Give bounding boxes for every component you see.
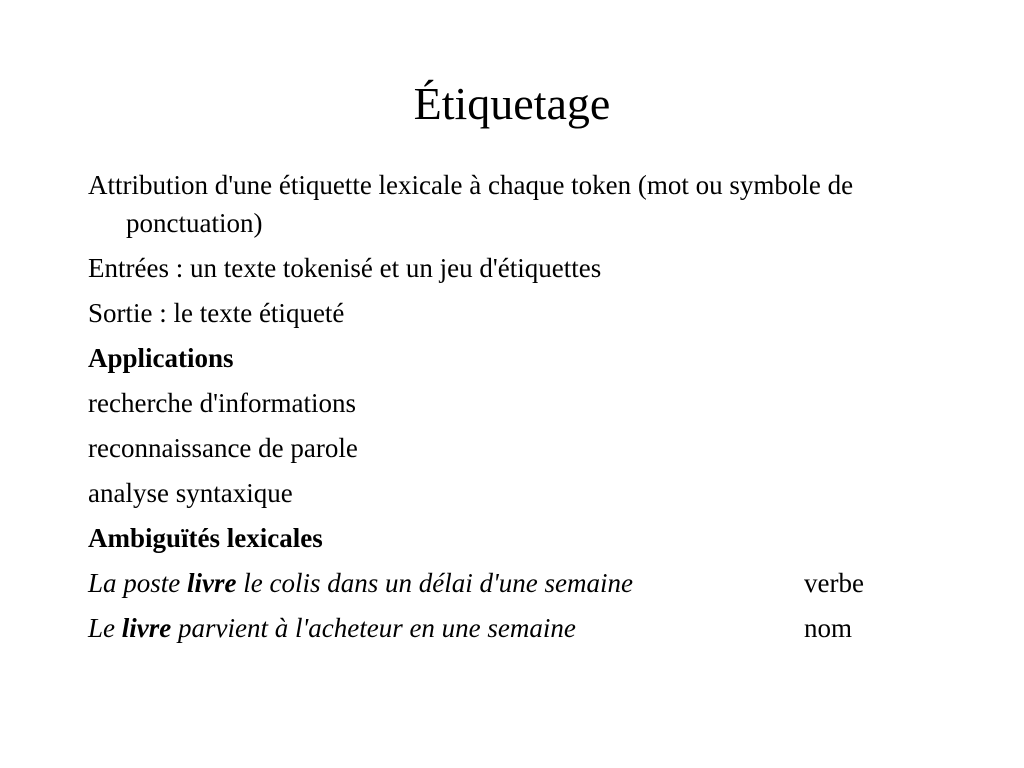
example-sentence — [88, 568, 633, 598]
example-row-verbe — [88, 564, 968, 602]
example-row-nom — [88, 609, 968, 647]
example-after: parvient à l'acheteur en une semaine — [171, 613, 576, 643]
ambiguites-heading: Ambiguïtés lexicales — [88, 523, 323, 553]
applications-heading: Applications — [88, 343, 234, 373]
example-keyword: livre — [121, 613, 172, 643]
example-label: nom — [804, 613, 853, 643]
example-before: La poste — [88, 568, 188, 598]
example-sentence — [88, 613, 576, 643]
slide-body — [88, 166, 968, 654]
example-keyword: livre — [187, 568, 237, 598]
example-label: verbe — [804, 568, 864, 598]
application-item: analyse syntaxique — [88, 478, 293, 508]
application-item: reconnaissance de parole — [88, 433, 358, 463]
sortie-line: Sortie : le texte étiqueté — [88, 298, 345, 328]
example-after: le colis dans un délai d'une semaine — [236, 568, 633, 598]
example-before: Le — [88, 613, 122, 643]
slide-title: Étiquetage — [413, 78, 611, 129]
application-item: recherche d'informations — [88, 388, 356, 418]
attribution-line: Attribution d'une étiquette lexicale à chaque token (mot ou symbole de ponctuation) — [88, 170, 854, 238]
entrees-line: Entrées : un texte tokenisé et un jeu d'étiquettes — [88, 253, 602, 283]
